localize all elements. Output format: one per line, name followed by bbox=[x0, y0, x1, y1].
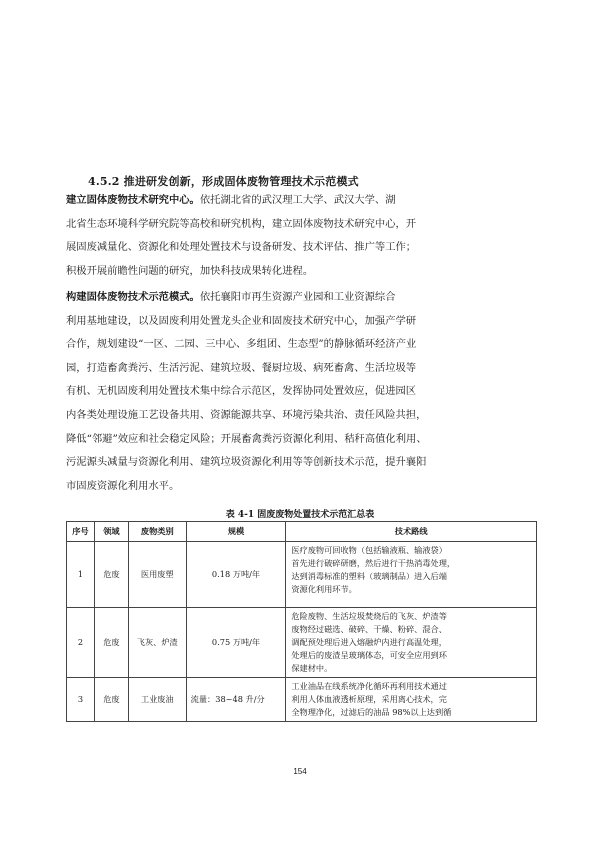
column-header-route: 技术路线 bbox=[286, 522, 537, 542]
route-line: 利用人体血液透析原理，采用离心技术，完 bbox=[291, 694, 447, 704]
column-header-field: 领域 bbox=[94, 522, 128, 542]
paragraph-line: 有机、无机固废利用处置技术集中综合示范区，发挥协同处置效应，促进园区 bbox=[66, 385, 417, 398]
paragraph-text: 依托襄阳市再生资源产业园和工业资源综合 bbox=[199, 291, 396, 303]
cell-scale: 0.18 万吨/年 bbox=[186, 542, 286, 608]
column-header-category: 废物类别 bbox=[128, 522, 186, 542]
cell-category: 医用废塑 bbox=[128, 542, 186, 608]
section-heading: 4.5.2 推进研发创新，形成固体废物管理技术示范模式 bbox=[88, 175, 359, 188]
route-line: 全物理净化，过滤后的油品 98%以上达到循 bbox=[291, 707, 452, 717]
page-number: 154 bbox=[293, 767, 307, 776]
route-line: 调配预处理后进入熔融炉内进行高温处理， bbox=[291, 637, 447, 647]
table-caption: 表 4-1 固废废物处置技术示范汇总表 bbox=[225, 510, 375, 520]
column-header-scale: 规模 bbox=[186, 522, 286, 542]
route-line: 工业油品在线系统净化循环再利用技术通过 bbox=[291, 681, 447, 691]
technology-summary-table bbox=[66, 521, 537, 722]
paragraph-demo-model bbox=[66, 286, 536, 498]
table-row bbox=[67, 542, 537, 608]
paragraph-line: 利用基地建设，以及固废利用处置龙头企业和固废技术研究中心，加强产学研 bbox=[66, 314, 417, 327]
cell-scale: 0.75 万吨/年 bbox=[186, 608, 286, 678]
cell-route bbox=[286, 542, 537, 608]
paragraph-line: 园，打造畜禽粪污、生活污泥、建筑垃圾、餐厨垃圾、病死畜禽、生活垃圾等 bbox=[66, 361, 417, 374]
cell-category: 飞灰、炉渣 bbox=[128, 608, 186, 678]
table-row bbox=[67, 678, 537, 722]
route-line: 废物经过磁选、破碎、干燥、粉碎、混合、 bbox=[291, 624, 447, 634]
paragraph-line: 积极开展前瞻性问题的研究，加快科技成果转化进程。 bbox=[66, 264, 314, 277]
cell-no: 3 bbox=[67, 678, 95, 722]
cell-route bbox=[286, 678, 537, 722]
paragraph-lead: 建立固体废物技术研究中心。 bbox=[66, 194, 200, 206]
paragraph-line bbox=[66, 189, 536, 213]
route-line: 危险废物、生活垃圾焚烧后的飞灰、炉渣等 bbox=[291, 611, 447, 621]
paragraph-line: 展固废减量化、资源化和处理处置技术与设备研发、技术评估、推广等工作； bbox=[66, 241, 417, 254]
cell-no: 2 bbox=[67, 608, 95, 678]
paragraph-research-center bbox=[66, 189, 536, 283]
paragraph-line: 降低“邻避”效应和社会稳定风险；开展畜禽粪污资源化利用、秸秆高值化利用、 bbox=[66, 432, 427, 445]
route-line: 达到消毒标准的塑料（玻璃制品）进入后端 bbox=[291, 571, 447, 581]
cell-route bbox=[286, 608, 537, 678]
column-header-no: 序号 bbox=[67, 522, 95, 542]
paragraph-line: 污泥源头减量与资源化利用、建筑垃圾资源化利用等等创新技术示范，提升襄阳 bbox=[66, 456, 427, 469]
cell-category: 工业废油 bbox=[128, 678, 186, 722]
route-line: 首先进行破碎研磨，然后进行干热消毒处理， bbox=[291, 558, 456, 568]
paragraph-line: 内各类处理设施工艺设备共用、资源能源共享、环境污染共治、责任风险共担， bbox=[66, 408, 427, 421]
route-line: 医疗废物可回收物（包括输液瓶、输液袋） bbox=[291, 545, 447, 555]
paragraph-line bbox=[66, 286, 536, 310]
table-header-row bbox=[67, 522, 537, 542]
cell-scale: 流量：38~48 升/分 bbox=[186, 678, 286, 722]
route-line: 处理后的废渣呈玻璃体态，可安全应用到环 bbox=[291, 650, 447, 660]
paragraph-line: 北省生态环境科学研究院等高校和研究机构，建立固体废物技术研究中心，开 bbox=[66, 217, 417, 230]
paragraph-line: 合作，规划建设“一区、二园、三中心、多组团、生态型”的静脉循环经济产业 bbox=[66, 338, 417, 351]
table-row bbox=[67, 608, 537, 678]
paragraph-line: 市固废资源化利用水平。 bbox=[66, 479, 180, 492]
cell-field: 危废 bbox=[94, 678, 128, 722]
route-line: 保建材中。 bbox=[291, 663, 333, 673]
cell-field: 危废 bbox=[94, 542, 128, 608]
cell-no: 1 bbox=[67, 542, 95, 608]
paragraph-lead: 构建固体废物技术示范模式。 bbox=[66, 291, 200, 303]
route-line: 资源化利用环节。 bbox=[291, 584, 357, 594]
cell-field: 危废 bbox=[94, 608, 128, 678]
paragraph-text: 依托湖北省的武汉理工大学、武汉大学、湖 bbox=[199, 194, 396, 206]
